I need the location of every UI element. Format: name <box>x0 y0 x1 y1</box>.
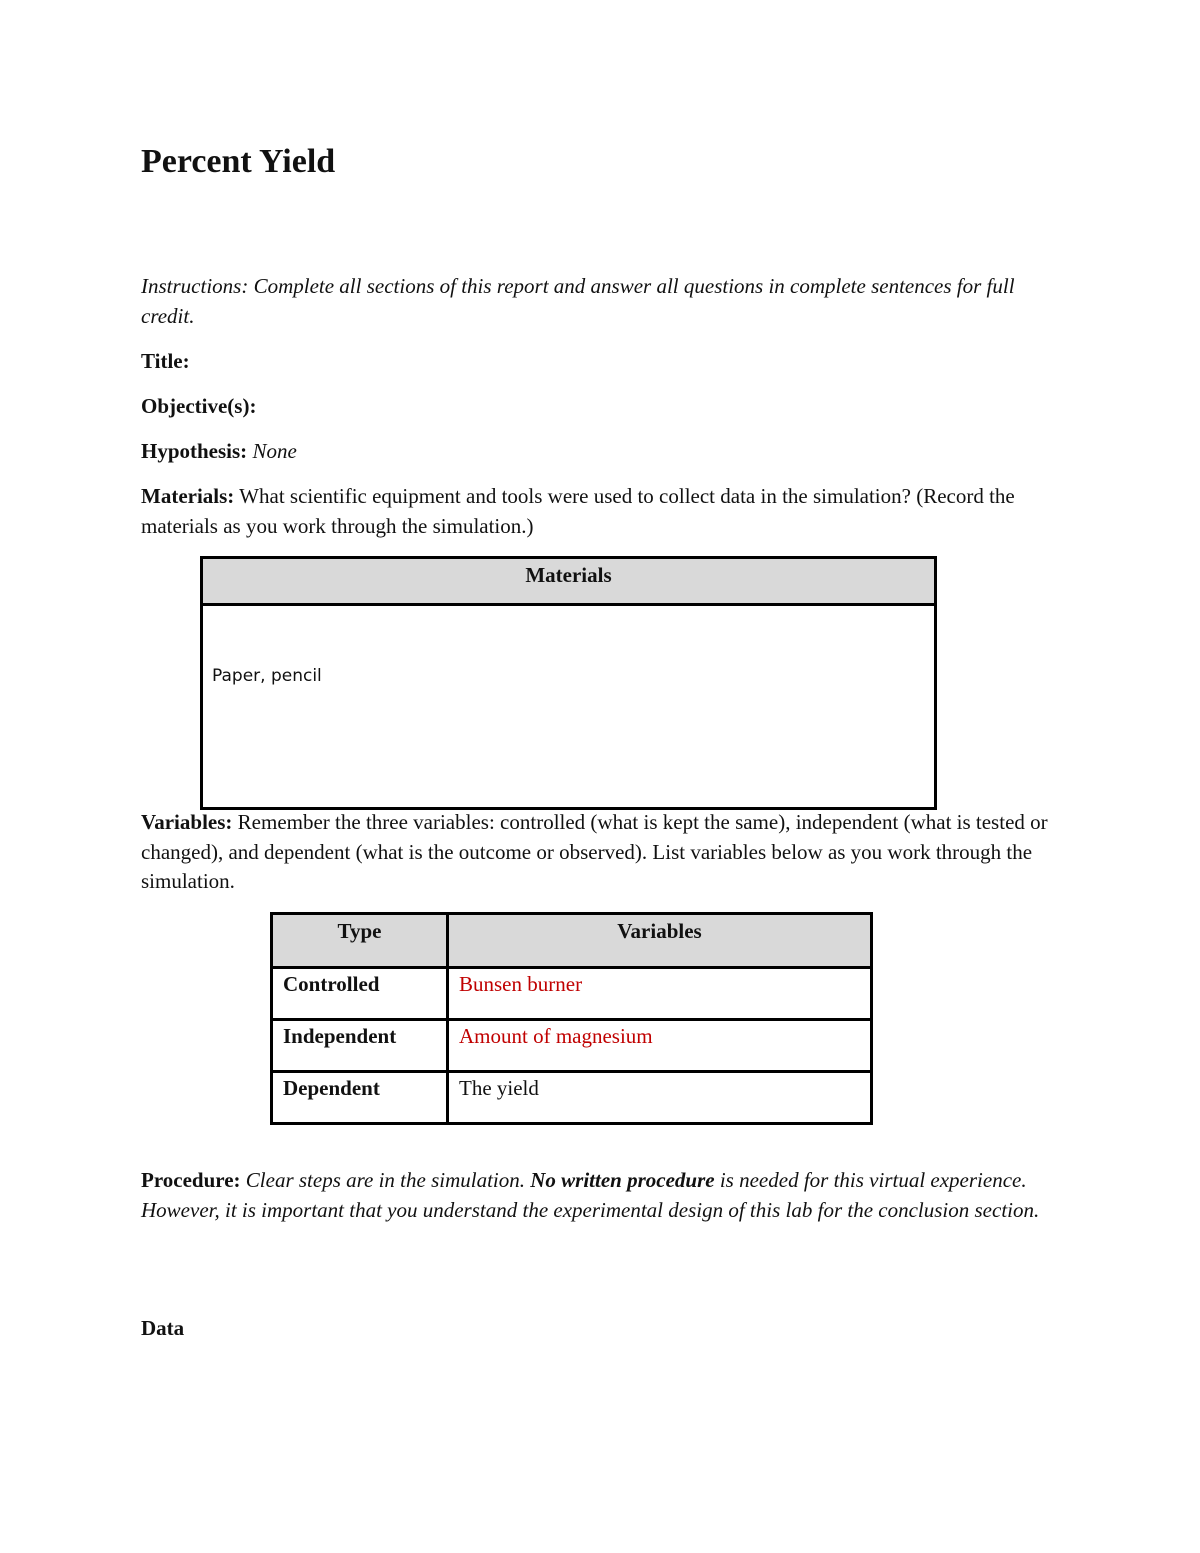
materials-label: Materials: <box>141 484 235 508</box>
table-row <box>272 1072 872 1124</box>
variables-section <box>141 808 1061 897</box>
instructions-text: Instructions: Complete all sections of this report and answer all questions in complete sentences for full credit. <box>141 274 1015 328</box>
title-field <box>141 347 1061 377</box>
procedure-section <box>141 1166 1061 1225</box>
materials-table-body <box>203 606 934 807</box>
table-row <box>272 968 872 1020</box>
variables-table <box>270 912 873 1125</box>
variables-label: Variables: <box>141 810 233 834</box>
row-value-independent: Amount of magnesium <box>448 1020 872 1072</box>
header-variables: Variables <box>448 914 872 968</box>
row-type-controlled: Controlled <box>272 968 448 1020</box>
procedure-bold-text: No written procedure <box>530 1168 715 1192</box>
hypothesis-value: None <box>252 439 297 463</box>
procedure-text-2: is needed for this virtual experience. However, it is important that you understand the experimental design of this lab for the conclusion section. <box>141 1168 1040 1222</box>
materials-section <box>141 482 1061 541</box>
materials-table-header: Materials <box>203 559 934 606</box>
procedure-label: Procedure: <box>141 1168 241 1192</box>
data-section <box>141 1314 1061 1344</box>
header-type: Type <box>272 914 448 968</box>
materials-value: Paper, pencil <box>212 666 322 686</box>
row-value-dependent: The yield <box>448 1072 872 1124</box>
row-value-controlled: Bunsen burner <box>448 968 872 1020</box>
row-type-dependent: Dependent <box>272 1072 448 1124</box>
objectives-label: Objective(s): <box>141 394 257 418</box>
hypothesis-field <box>141 437 1061 467</box>
title-label: Title: <box>141 349 190 373</box>
objectives-field <box>141 392 1061 422</box>
variables-description: Remember the three variables: controlled (what is kept the same), independent (what is tested or changed), and dependent (what is the outcome or observed). List variables below as you work through the simulation. <box>141 810 1048 893</box>
variables-table-header-row <box>272 914 872 968</box>
materials-description: What scientific equipment and tools were used to collect data in the simulation? (Record the materials as you work through the simulation.) <box>141 484 1015 538</box>
row-type-independent: Independent <box>272 1020 448 1072</box>
page-title: Percent Yield <box>141 143 336 180</box>
table-row <box>272 1020 872 1072</box>
data-label: Data <box>141 1316 185 1340</box>
procedure-text-1: Clear steps are in the simulation. <box>245 1168 525 1192</box>
hypothesis-label: Hypothesis: <box>141 439 248 463</box>
materials-table <box>200 556 937 810</box>
